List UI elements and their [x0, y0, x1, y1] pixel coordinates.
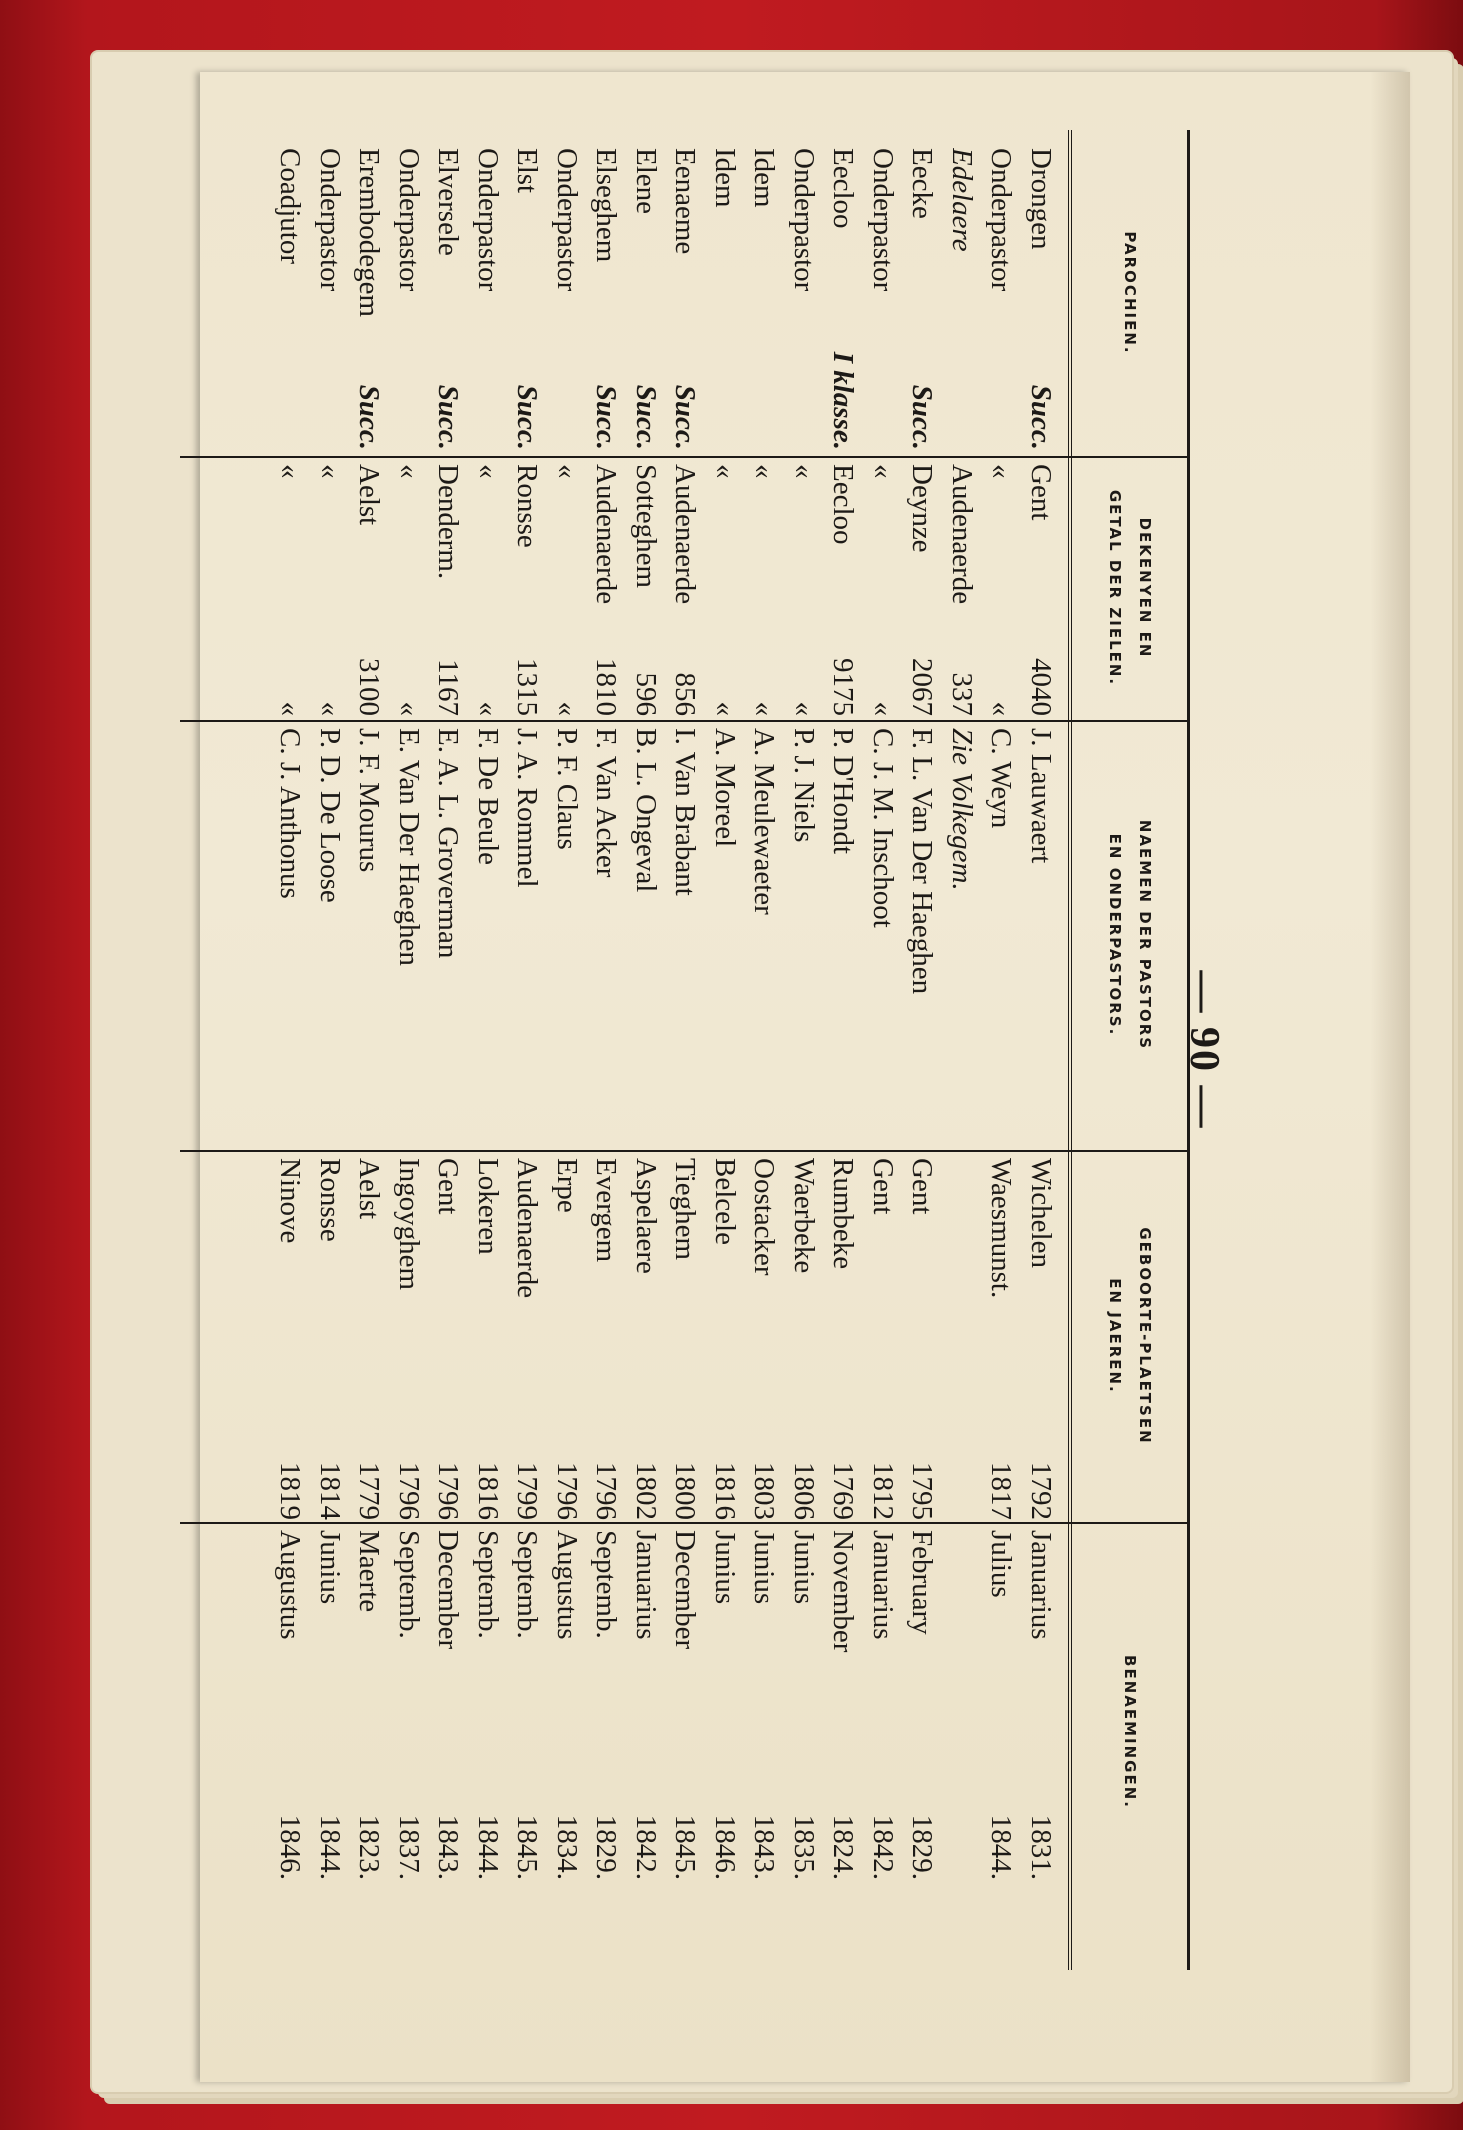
pastor-name: F. Van Acker	[590, 728, 623, 878]
souls-count: 596	[630, 672, 662, 716]
pastor-name: C. J. Anthonus	[274, 728, 307, 899]
parish-name: Onderpastor	[393, 148, 425, 292]
birth-place: Audenaerde	[511, 1158, 544, 1299]
appointment-month: December	[669, 1530, 702, 1650]
birth-year: 1769	[827, 1462, 860, 1520]
pastor-name: F. L. Van Der Haeghen	[906, 728, 939, 995]
deanery: «	[393, 464, 425, 479]
birth-year: 1779	[353, 1462, 386, 1520]
rotated-table	[180, 130, 1227, 1970]
appointment-year: 1846.	[709, 1814, 741, 1880]
souls-count: 1167	[432, 659, 465, 716]
table-row	[389, 130, 429, 1970]
page-gutter	[1370, 72, 1410, 2082]
appointment-year: 1846.	[274, 1814, 307, 1880]
deanery: «	[551, 464, 583, 479]
pastor-name: P. D'Hondt	[827, 728, 860, 855]
birth-year: 1816	[472, 1462, 504, 1520]
appointment-month: Augustus	[274, 1530, 307, 1640]
parish-class: Succ.	[511, 384, 544, 450]
appointment-month: November	[827, 1530, 860, 1653]
parish-name: Erembodegem	[353, 148, 386, 318]
table-row	[270, 130, 310, 1970]
birth-place: Waesmunst.	[985, 1158, 1018, 1299]
parish-class: Succ.	[906, 384, 939, 450]
header-naemen: NAEMEN DER PASTORS EN ONDERPASTORS.	[1106, 819, 1154, 1051]
birth-year: 1803	[748, 1462, 781, 1520]
appointment-year: 1824.	[827, 1814, 860, 1880]
appointment-year: 1844.	[314, 1814, 346, 1880]
deanery: «	[985, 464, 1018, 479]
souls-count: 337	[946, 672, 978, 716]
header-dekenyen: DEKENYEN EN GETAL DER ZIELEN.	[1106, 489, 1154, 687]
souls-count: 4040	[1025, 658, 1057, 716]
birth-place: Erpe	[551, 1158, 583, 1213]
appointment-year: 1844.	[472, 1814, 504, 1880]
deanery: «	[709, 464, 741, 479]
appointment-month: Januarius	[630, 1530, 662, 1640]
appointment-year: 1842.	[630, 1814, 662, 1880]
table-row	[626, 130, 666, 1970]
pastor-name: J. F. Mourus	[353, 728, 386, 873]
parish-class: Succ.	[353, 384, 386, 450]
deanery: Eecloo	[827, 464, 860, 545]
birth-year: 1796	[393, 1462, 425, 1520]
table-row	[784, 130, 824, 1970]
table-row	[705, 130, 745, 1970]
birth-place: Oostacker	[748, 1158, 781, 1276]
birth-year: 1812	[867, 1462, 899, 1520]
birth-place: Waerbeke	[788, 1158, 820, 1274]
parish-name: Elst	[511, 148, 544, 194]
parish-name: Eecke	[906, 148, 939, 219]
parish-class: Succ.	[1025, 384, 1057, 450]
table-row	[349, 130, 389, 1970]
parish-name: Idem	[709, 148, 741, 208]
appointment-month: Januarius	[867, 1530, 899, 1640]
birth-place: Tieghem	[669, 1158, 702, 1261]
souls-count: 856	[669, 672, 702, 716]
pastor-name: C. J. M. Inschoot	[867, 728, 899, 928]
pastor-name: I. Van Brabant	[669, 728, 702, 896]
parish-name: Coadjutor	[274, 148, 307, 264]
table-row	[902, 130, 942, 1970]
souls-count: «	[472, 701, 504, 716]
parish-name: Onderpastor	[551, 148, 583, 292]
appointment-year: 1845.	[511, 1814, 544, 1880]
birth-place: Lokeren	[472, 1158, 504, 1255]
table-body	[270, 130, 1060, 1970]
birth-year: 1819	[274, 1462, 307, 1520]
header-geboorte: GEBOORTE-PLAETSEN EN JAEREN.	[1106, 1227, 1154, 1445]
birth-place: Gent	[906, 1158, 939, 1215]
parish-class: Succ.	[432, 384, 465, 450]
birth-place: Wichelen	[1025, 1158, 1057, 1268]
birth-year: 1814	[314, 1462, 346, 1520]
birth-place: Belcele	[709, 1158, 741, 1245]
pastor-name: A. Meulewaeter	[748, 728, 781, 915]
deanery: «	[788, 464, 820, 479]
birth-year: 1817	[985, 1462, 1018, 1520]
deanery: Ronsse	[511, 464, 544, 548]
pastor-name: F. De Beule	[472, 728, 504, 866]
parish-class: I klasse.	[827, 351, 860, 450]
souls-count: 1315	[511, 658, 544, 716]
appointment-month: Septemb.	[472, 1530, 504, 1639]
birth-year: 1816	[709, 1462, 741, 1520]
appointment-month: Julius	[985, 1530, 1018, 1598]
appointment-year: 1823.	[353, 1814, 386, 1880]
deanery: «	[314, 464, 346, 479]
page-number: — 90 —	[1181, 970, 1227, 1130]
table-row	[942, 130, 982, 1970]
birth-place: Ingoyghem	[393, 1158, 425, 1291]
pastor-name: P. D. De Loose	[314, 728, 346, 903]
appointment-month: December	[432, 1530, 465, 1650]
pastor-name: J. A. Rommel	[511, 728, 544, 888]
birth-year: 1800	[669, 1462, 702, 1520]
pastor-name: E. A. L. Groverman	[432, 728, 465, 959]
header-benaemingen: BENAEMINGEN.	[1121, 1655, 1139, 1809]
appointment-month: Junius	[748, 1530, 781, 1605]
souls-count: «	[314, 701, 346, 716]
birth-place: Evergem	[590, 1158, 623, 1263]
appointment-year: 1843.	[748, 1814, 781, 1880]
birth-year: 1806	[788, 1462, 820, 1520]
appointment-year: 1829.	[590, 1814, 623, 1880]
birth-year: 1799	[511, 1462, 544, 1520]
appointment-year: 1843.	[432, 1814, 465, 1880]
appointment-month: Augustus	[551, 1530, 583, 1640]
souls-count: «	[393, 701, 425, 716]
appointment-year: 1835.	[788, 1814, 820, 1880]
parish-name: Onderpastor	[867, 148, 899, 292]
parish-name: Onderpastor	[472, 148, 504, 292]
appointment-month: Septemb.	[393, 1530, 425, 1639]
table-row	[468, 130, 508, 1970]
souls-count: «	[709, 701, 741, 716]
parish-name: Eenaeme	[669, 148, 702, 255]
birth-place: Aspelaere	[630, 1158, 662, 1274]
appointment-year: 1831.	[1025, 1814, 1057, 1880]
souls-count: «	[985, 701, 1018, 716]
parish-name: Eecloo	[827, 148, 860, 229]
appointment-month: Septemb.	[590, 1530, 623, 1639]
parish-name: Elversele	[432, 148, 465, 256]
table-row	[547, 130, 587, 1970]
table-row	[310, 130, 350, 1970]
table-row	[981, 130, 1021, 1970]
appointment-year: 1837.	[393, 1814, 425, 1880]
deanery: Audenaerde	[590, 464, 623, 605]
appointment-year: 1844.	[985, 1814, 1018, 1880]
deanery: Denderm.	[432, 464, 465, 580]
pastor-name: P. J. Niels	[788, 728, 820, 843]
birth-year: 1796	[551, 1462, 583, 1520]
souls-count: «	[867, 701, 899, 716]
table-row	[744, 130, 784, 1970]
souls-count: 1810	[590, 658, 623, 716]
birth-year: 1802	[630, 1462, 662, 1520]
table-row	[863, 130, 903, 1970]
appointment-month: Januarius	[1025, 1530, 1057, 1640]
table-row	[586, 130, 626, 1970]
pastor-name: B. L. Ongeval	[630, 728, 662, 893]
birth-year: 1795	[906, 1462, 939, 1520]
deanery: «	[472, 464, 504, 479]
table-row	[665, 130, 705, 1970]
appointment-year: 1829.	[906, 1814, 939, 1880]
appointment-month: February	[906, 1530, 939, 1635]
pastor-name: C. Weyn	[985, 728, 1018, 829]
parish-name: Edelaere	[946, 148, 978, 252]
deanery: «	[748, 464, 781, 479]
deanery: «	[867, 464, 899, 479]
appointment-month: Septemb.	[511, 1530, 544, 1639]
table-row	[823, 130, 863, 1970]
souls-count: 9175	[827, 658, 860, 716]
parish-name: Elseghem	[590, 148, 623, 263]
table-row	[428, 130, 468, 1970]
pastor-name: Zie Volkegem.	[946, 728, 978, 891]
appointment-month: Junius	[788, 1530, 820, 1605]
souls-count: «	[748, 701, 781, 716]
birth-place: Ronsse	[314, 1158, 346, 1242]
parish-class: Succ.	[630, 384, 662, 450]
parish-name: Idem	[748, 148, 781, 208]
souls-count: «	[274, 701, 307, 716]
parish-name: Onderpastor	[314, 148, 346, 292]
appointment-year: 1834.	[551, 1814, 583, 1880]
parish-name: Onderpastor	[788, 148, 820, 292]
birth-place: Gent	[867, 1158, 899, 1215]
birth-year: 1792	[1025, 1462, 1057, 1520]
appointment-year: 1842.	[867, 1814, 899, 1880]
table-row	[507, 130, 547, 1970]
souls-count: 2067	[906, 658, 939, 716]
souls-count: 3100	[353, 658, 386, 716]
pastor-name: E. Van Der Haeghen	[393, 728, 425, 966]
deanery: Audenaerde	[946, 464, 978, 605]
deanery: «	[274, 464, 307, 479]
birth-place: Rumbeke	[827, 1158, 860, 1270]
pastor-name: J. Lauwaert	[1025, 728, 1057, 864]
appointment-month: Junius	[709, 1530, 741, 1605]
souls-count: «	[551, 701, 583, 716]
appointment-year: 1845.	[669, 1814, 702, 1880]
parish-name: Onderpastor	[985, 148, 1018, 292]
souls-count: «	[788, 701, 820, 716]
pastor-name: P. F. Claus	[551, 728, 583, 850]
deanery: Audenaerde	[669, 464, 702, 605]
pastor-name: A. Moreel	[709, 728, 741, 848]
birth-place: Ninove	[274, 1158, 307, 1244]
birth-place: Aelst	[353, 1158, 386, 1220]
deanery: Deynze	[906, 464, 939, 553]
birth-year: 1796	[590, 1462, 623, 1520]
parish-name: Elene	[630, 148, 662, 215]
appointment-month: Junius	[314, 1530, 346, 1605]
deanery: Gent	[1025, 464, 1057, 521]
birth-place: Gent	[432, 1158, 465, 1215]
birth-year: 1796	[432, 1462, 465, 1520]
table-row	[1021, 130, 1061, 1970]
parish-name: Drongen	[1025, 148, 1057, 250]
deanery: Aelst	[353, 464, 386, 526]
deanery: Sotteghem	[630, 464, 662, 589]
appointment-month: Maerte	[353, 1530, 386, 1613]
header-parochien: PAROCHIEN.	[1121, 231, 1139, 355]
parish-class: Succ.	[669, 384, 702, 450]
parish-class: Succ.	[590, 384, 623, 450]
